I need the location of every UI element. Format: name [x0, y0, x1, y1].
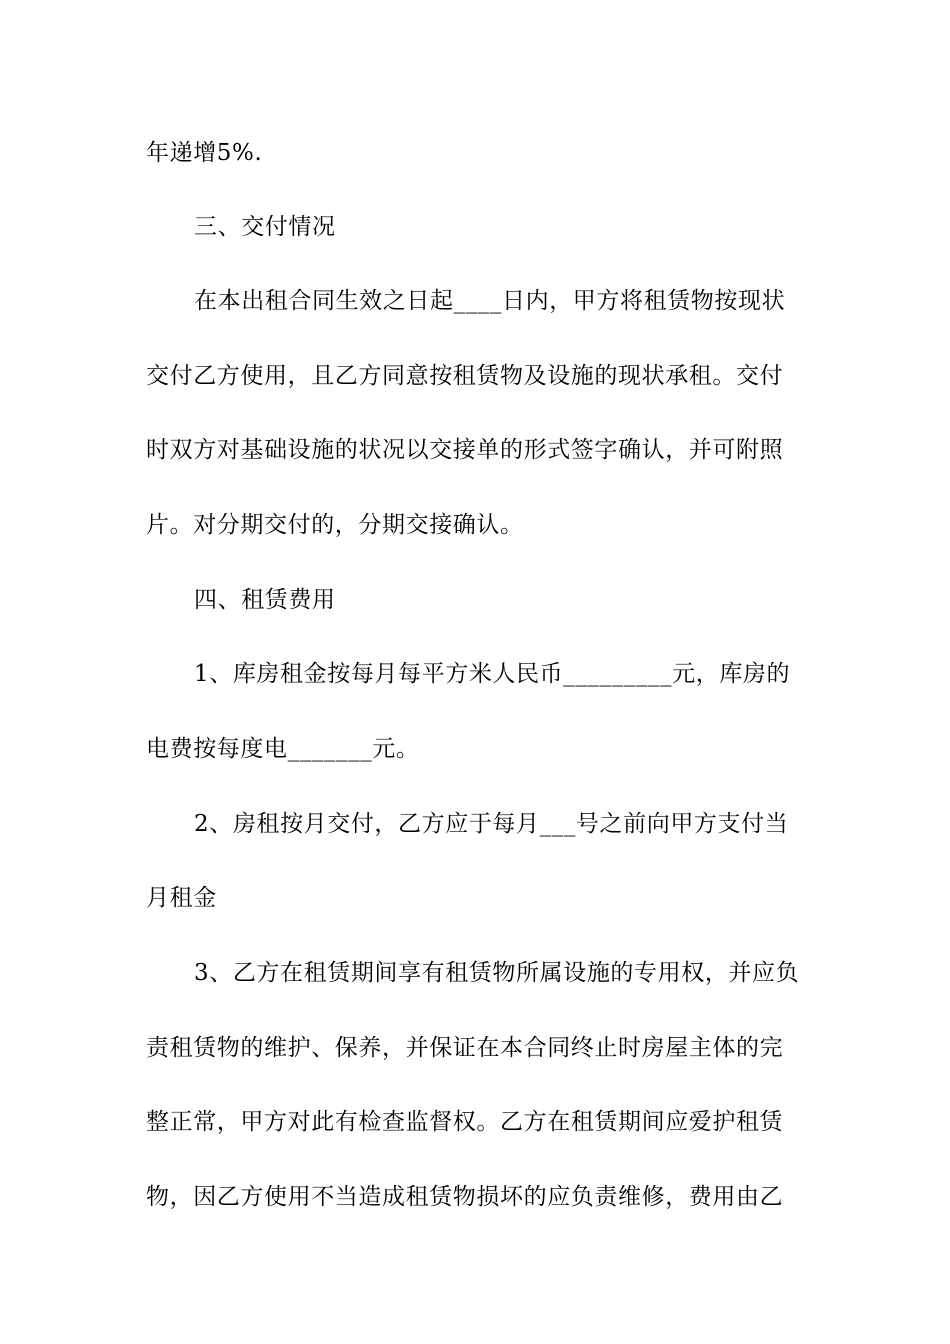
- text-line-1: 年递增5%.: [146, 140, 263, 166]
- text-line-14: 整正常，甲方对此有检查监督权。乙方在租赁期间应爱护租赁: [146, 1109, 784, 1135]
- text-line-12: 3、乙方在租赁期间享有租赁物所属设施的专用权，并应负: [194, 960, 800, 986]
- text-line-10: 2、房租按月交付，乙方应于每月___号之前向甲方支付当: [194, 811, 789, 837]
- text-line-11: 月租金: [146, 885, 217, 911]
- text-line-3: 在本出租合同生效之日起____日内，甲方将租赁物按现状: [194, 288, 786, 314]
- section-heading-4: 四、租赁费用: [194, 587, 336, 613]
- text-line-5: 时双方对基础设施的状况以交接单的形式签字确认，并可附照: [146, 437, 784, 463]
- text-line-13: 责租赁物的维护、保养，并保证在本合同终止时房屋主体的完: [146, 1035, 784, 1061]
- text-line-9: 电费按每度电_______元。: [146, 736, 420, 762]
- text-line-6: 片。对分期交付的，分期交接确认。: [146, 512, 524, 538]
- text-line-8: 1、库房租金按每月每平方米人民币_________元，库房的: [194, 661, 791, 687]
- text-line-15: 物，因乙方使用不当造成租赁物损坏的应负责维修，费用由乙: [146, 1184, 784, 1210]
- section-heading-3: 三、交付情况: [194, 214, 336, 240]
- text-line-4: 交付乙方使用，且乙方同意按租赁物及设施的现状承租。交付: [146, 363, 784, 389]
